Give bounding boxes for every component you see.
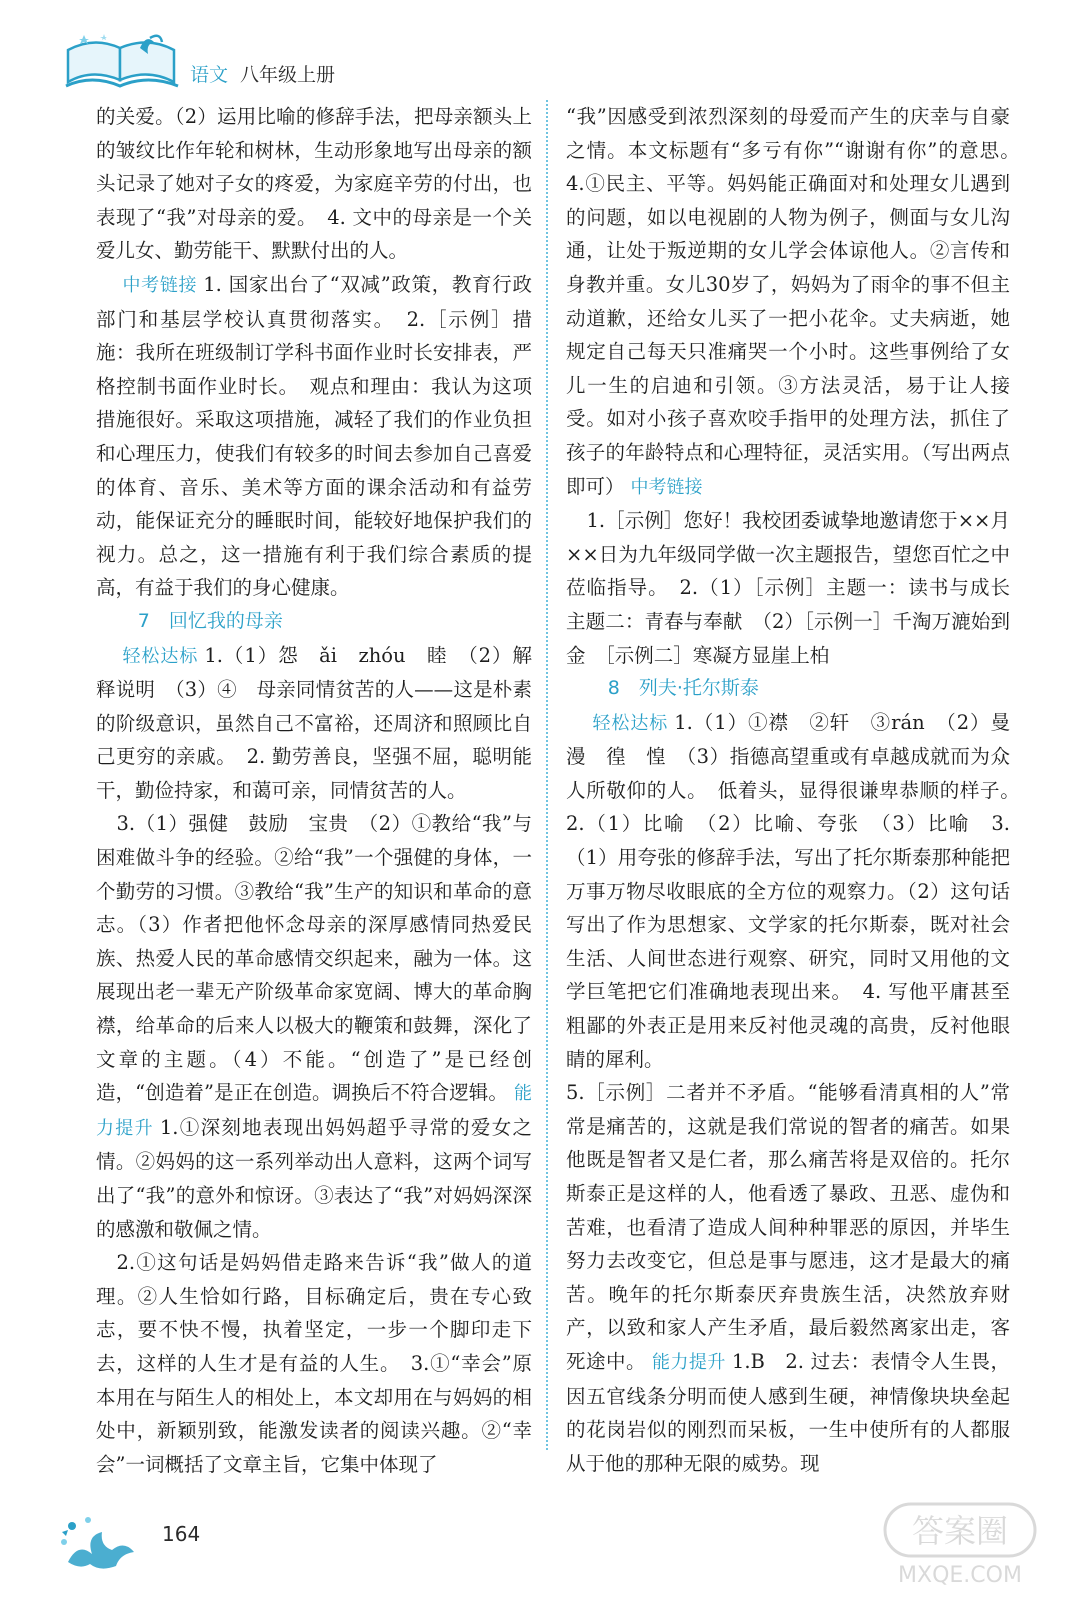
page-footer [58, 1512, 278, 1572]
paragraph [566, 1076, 1010, 1480]
paragraph: 的关爱。（2）运用比喻的修辞手法，把母亲额头上的皱纹比作年轮和树林，生动形象地写出母亲的额头记录了她对子女的疼爱，为家庭辛劳的付出，也表现了“我”对母亲的爱。 4. 文中的母亲是一个关爱儿女、勤劳能干、默默付出的人。 [96, 105, 532, 263]
section-title: 8 列夫·托尔斯泰 [607, 677, 759, 700]
paragraph-text: 5.［示例］二者并不矛盾。“能够看清真相的人”常常是痛苦的，这就是我们常说的智者的痛苦。如果他既是智者又是仁者，那么痛苦将是双倍的。托尔斯泰正是这样的人，他看透了暴政、丑恶、虚伪和苦难，也看清了造成人间种种罪恶的原因，并毕生努力去改变它，但总是事与愿违，这才是最大的痛苦。晚年的托尔斯泰厌弃贵族生活，决然放弃财产，以致和家人产生矛盾，最后毅然离家出走，客死途中。 [566, 1081, 1010, 1373]
paragraph-text: 1.①深刻地表现出妈妈超乎寻常的爱女之情。②妈妈的这一系列举动出人意料，这两个词写出了“我”的意外和惊讶。③表达了“我”对妈妈深深的感激和敬佩之情。 [96, 1115, 533, 1241]
watermark-logo-icon [855, 1500, 1055, 1590]
paragraph-text: 3.（1）强健 鼓励 宝贵 （2）①教给“我”与困难做斗争的经验。②给“我”一个强健的身体，一个勤劳的习惯。③教给“我”生产的知识和革命的意志。（3）作者把他怀念母亲的深厚感情同热爱民族、热爱人民的革命感情交织起来，融为一体。这展现出老一辈无产阶级革命家宽阔、博大的革命胸襟，给革命的后来人以极大的鞭策和鼓舞，深化了文章的主题。（4）不能。“创造了”是已经创造，“创造着”是正在创造。调换后不符合逻辑。 [96, 812, 532, 1105]
page-number: 164 [162, 1522, 201, 1546]
subject-label: 语文 [190, 64, 229, 86]
paragraph-text: 1.（1）怨 ǎi zhóu 睦 （2）解释说明 （3）④ 母亲同情贫苦的人——这是朴素的阶级意识，虽然自己不富裕，还周济和照顾比自己更穷的亲戚。 2. 勤劳善良，坚强不屈，聪明能干，勤俭持家，和蔼可亲，同情贫苦的人。 [96, 643, 532, 802]
paragraph [96, 639, 532, 808]
paragraph [566, 100, 1030, 504]
section-label: 中考链接 [630, 476, 703, 498]
paragraph [96, 807, 532, 1246]
left-column [96, 100, 532, 1481]
paragraph: 1.［示例］您好！我校团委诚挚地邀请您于××月××日为九年级同学做一次主题报告，望您百忙之中莅临指导。 2.（1）［示例］主题一：读书与成长 主题二：青春与奉献 （2）［示例一］千淘万漉始到金 ［示例二］寒凝方显崖上柏 [566, 509, 1030, 667]
paragraph-text: 1. 国家出台了“双减”政策，教育行政部门和基层学校认真贯彻落实。 2.［示例］措施：我所在班级制订学科书面作业时长安排表，严格控制书面作业时长。 观点和理由：我认为这项措施很好。采取这项措施，减轻了我们的作业负担和心理压力，使我们有较多的时间去参加自己喜爱的体育、音乐、美术等方面的课余活动和有益劳动，能保证充分的睡眠时间，能较好地保护我们的视力。总之，这一措施有利于我们综合素质的提高，有益于我们的身心健康。 [96, 272, 533, 600]
paragraph-text: 1.（1）①襟 ②轩 ③rán （2）曼 漫 徨 惶 （3）指德高望重或有卓越成就而为众人所敬仰的人。 低着头，显得很谦卑恭顺的样子。 2.（1）比喻 （2）比喻、夸张 （3）比喻 3.（1）用夸张的修辞手法，写出了托尔斯泰那种能把万事万物尽收眼底的全方位的观察力。（2）这句话写出了作为思想家、文学家的托尔斯泰，既对社会生活、人间世态进行观察、研究，同时又用他的文学巨笔把它们准确地表现出来。 4. 写他平庸甚至粗鄙的外表正是用来反衬他灵魂的高贵，反衬他眼睛的犀利。 [566, 710, 1030, 1071]
section-label: 能力提升 [96, 1083, 532, 1139]
paragraph-text: “我”因感受到浓烈深刻的母爱而产生的庆幸与自豪之情。本文标题有“多亏有你”“谢谢有你”的意思。 4.①民主、平等。妈妈能正确面对和处理女儿遇到的问题，如以电视剧的人物为例子，侧面与女儿沟通，让处于叛逆期的女儿学会体谅他人。②言传和身教并重。女儿30岁了，妈妈为了雨伞的事不但主动道歉，还给女儿买了一把小花伞。丈夫病逝，她规定自己每天只准痛哭一个小时。这些事例给了女儿一生的启迪和引领。③方法灵活，易于让人接受。如对小孩子喜欢咬手指甲的处理方法，抓住了孩子的年龄特点和心理特征，灵活实用。（写出两点即可） [566, 105, 1030, 498]
open-book-logo-icon [62, 28, 186, 90]
grade-label: 八年级上册 [240, 64, 336, 86]
section-label: 能力提升 [651, 1351, 726, 1373]
right-column [566, 100, 1030, 1480]
paragraph [566, 706, 1030, 1077]
section-title: 7 回忆我的母亲 [137, 609, 283, 632]
watermark-site: MXQE.COM [898, 1563, 1022, 1588]
column-divider [546, 100, 548, 1450]
paragraph-text: 1.B 2. 过去：表情令人生畏，因五官线条分明而使人感到生硬，神情像块块垒起的花岗岩似的刚烈而呆板，一生中使所有的人都服从于他的那种无限的威势。现 [566, 1349, 1010, 1475]
page-header [62, 28, 462, 90]
section-label: 轻松达标 [592, 712, 669, 734]
splash-decoration-icon [58, 1512, 158, 1572]
section-label: 中考链接 [122, 274, 198, 296]
watermark-text: 答案圈 [911, 1512, 1009, 1550]
paragraph: 2.①这句话是妈妈借走路来告诉“我”做人的道理。②人生恰如行路，目标确定后，贵在专心致志，要不快不慢，执着坚定，一步一个脚印走下去，这样的人生才是有益的人生。 3.①“幸会”原本用在与陌生人的相处上，本文却用在与妈妈的相处中，新颖别致，能激发读者的阅读兴趣。②“幸会”一词概括了文章主旨，它集中体现了 [96, 1251, 532, 1476]
section-label: 轻松达标 [122, 645, 199, 667]
paragraph [96, 268, 532, 605]
